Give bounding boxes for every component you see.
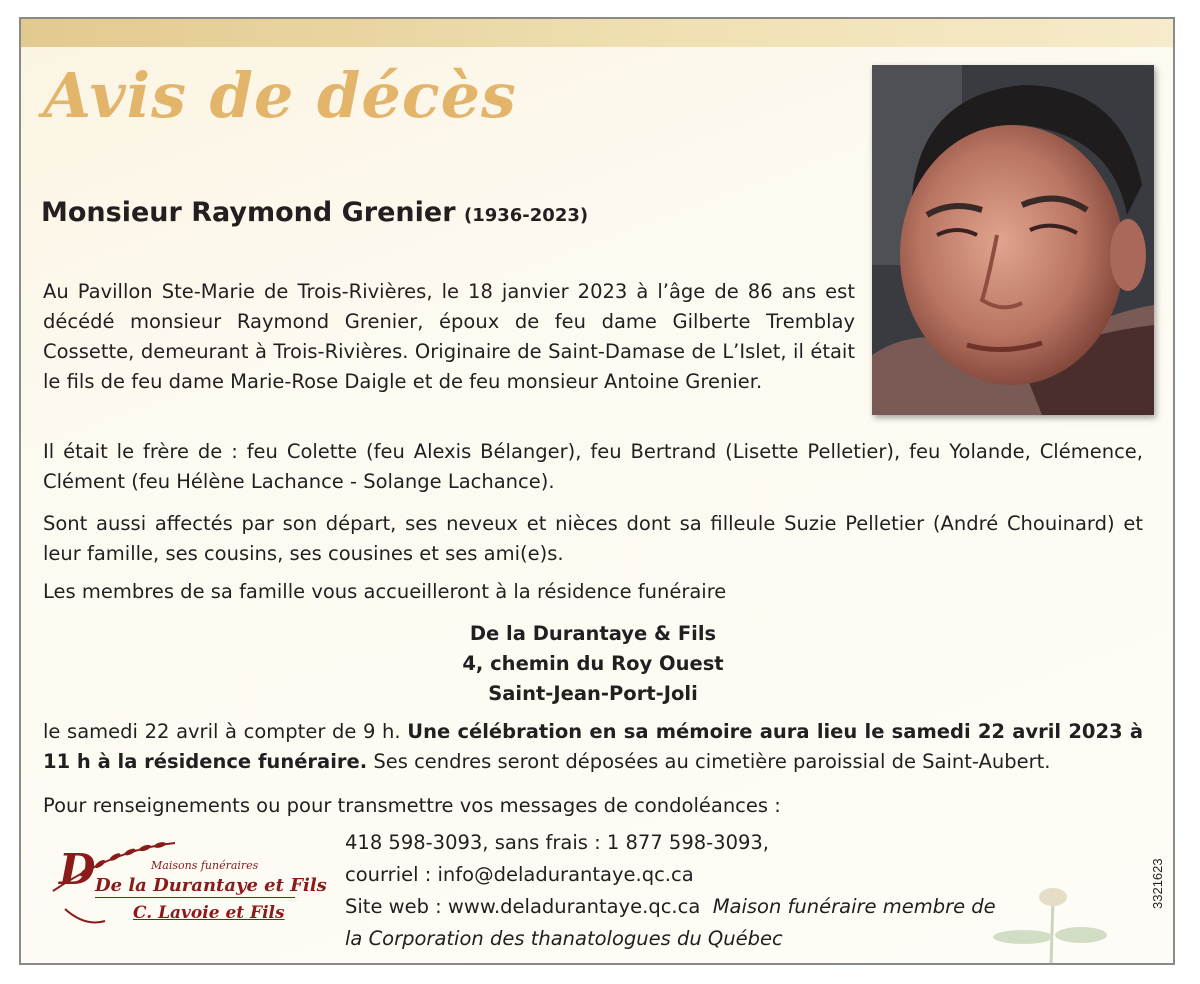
funeral-home-street: 4, chemin du Roy Ouest: [462, 652, 724, 675]
funeral-home-name: De la Durantaye & Fils: [469, 622, 717, 645]
contact-website: Site web : www.deladurantaye.qc.ca: [345, 895, 701, 918]
contact-info: [345, 827, 996, 955]
life-dates: (1936-2023): [463, 205, 589, 226]
relatives-paragraph: Sont aussi affectés par son départ, ses neveux et nièces dont sa filleule Suzie Pelletier (André Chouinard) et leur famille, ses cousins, ses cousines et ses ami(e)s.: [43, 512, 1143, 565]
logo-letter: D: [59, 845, 96, 894]
reference-number: 3321623: [1150, 858, 1165, 909]
portrait-image: [872, 65, 1154, 415]
ceremony-paragraph: [43, 717, 1143, 777]
visitation-intro: Les membres de sa famille vous accueilleront à la résidence funéraire: [43, 580, 727, 603]
ceremony-details: Une célébration en sa mémoire aura lieu le samedi 22 avril 2023 à 11 h à la résidence funéraire.: [43, 720, 1143, 773]
top-band: [21, 19, 1173, 47]
funeral-home-logo: [45, 839, 325, 939]
siblings-paragraph: Il était le frère de : feu Colette (feu Alexis Bélanger), feu Bertrand (Lisette Pelletier), feu Yolande, Clémence, Clément (feu Hélène Lachance - Solange Lachance).: [43, 440, 1143, 493]
contact-phones: 418 598-3093, sans frais : 1 877 598-3093,: [345, 831, 770, 854]
logo-rule: [95, 897, 295, 898]
ashes-details: Ses cendres seront déposées au cimetière paroissial de Saint-Aubert.: [367, 750, 1051, 773]
plant-decoration: [981, 879, 1111, 965]
visitation-time: le samedi 22 avril à compter de 9 h.: [43, 720, 408, 743]
notice-heading: Avis de décès: [43, 59, 517, 132]
contact-email: courriel : info@deladurantaye.qc.ca: [345, 863, 694, 886]
membership-line2: la Corporation des thanatologues du Québec: [345, 927, 783, 950]
deceased-name: Monsieur Raymond Grenier: [41, 197, 456, 228]
portrait-photo: [872, 65, 1154, 415]
funeral-home-city: Saint-Jean-Port-Joli: [488, 682, 698, 705]
contact-web-line: [345, 891, 996, 923]
condolences-intro: Pour renseignements ou pour transmettre vos messages de condoléances :: [43, 794, 781, 817]
logo-line2: C. Lavoie et Fils: [133, 903, 285, 923]
deceased-name-line: [41, 197, 588, 228]
membership-line1: Maison funéraire membre de: [712, 895, 996, 918]
funeral-home-address: [43, 619, 1143, 709]
obituary-notice: [19, 17, 1175, 965]
death-paragraph: Au Pavillon Ste-Marie de Trois-Rivières, le 18 janvier 2023 à l’âge de 86 ans est décédé monsieur Raymond Grenier, époux de feu dame Gilberte Tremblay Cossette, demeurant à Trois-Rivières. Originaire de Saint-Damase de L’Islet, il était le fils de feu dame Marie-Rose Daigle et de feu monsieur Antoine Grenier.: [43, 280, 855, 393]
logo-line1: De la Durantaye et Fils: [95, 875, 327, 896]
logo-tagline: Maisons funéraires: [151, 859, 259, 872]
